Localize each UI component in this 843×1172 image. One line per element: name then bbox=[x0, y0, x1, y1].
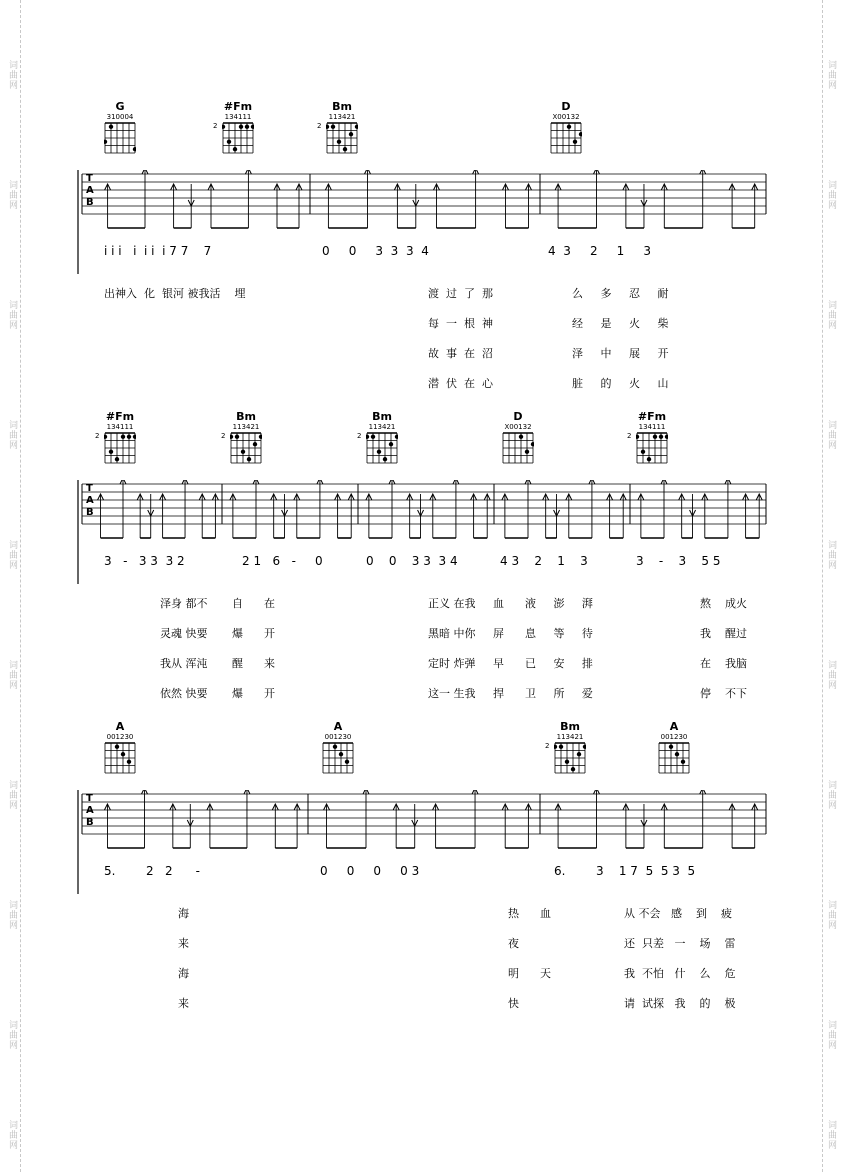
chord-name: A bbox=[669, 720, 679, 733]
chord-name: A bbox=[115, 720, 125, 733]
finger-dot bbox=[343, 147, 347, 151]
tab-clef-letter: T bbox=[86, 173, 93, 184]
finger-dot bbox=[133, 435, 136, 439]
tab-staff bbox=[0, 480, 843, 610]
finger-dot bbox=[247, 457, 251, 461]
chord-diagram bbox=[545, 720, 590, 774]
lyric-line: 灵魂 快要 爆 开 bbox=[160, 627, 275, 640]
chord-name: D bbox=[513, 410, 523, 423]
chord-name: D bbox=[561, 100, 571, 113]
finger-dot bbox=[227, 140, 231, 144]
chord-fingering: 310004 bbox=[106, 113, 134, 121]
lyric-line: 我从 浑沌 醒 来 bbox=[160, 657, 275, 670]
watermark-text: 词曲网 bbox=[7, 180, 17, 210]
chord-fingering: 113421 bbox=[328, 113, 356, 121]
lyric-line: 泽 中 展 开 bbox=[572, 347, 669, 360]
finger-dot bbox=[647, 457, 651, 461]
chord-diagram bbox=[627, 410, 672, 464]
lyric-line: 还 只差 一 场 雷 bbox=[624, 937, 736, 950]
chord-fingering: X00132 bbox=[552, 113, 580, 121]
chord-name: Bm bbox=[560, 720, 580, 733]
watermark-text: 词曲网 bbox=[7, 1020, 17, 1050]
tab-clef-letter: B bbox=[86, 507, 94, 518]
finger-dot bbox=[366, 435, 369, 439]
finger-dot bbox=[104, 140, 107, 144]
tab-staff bbox=[0, 790, 843, 920]
chord-fingering: 134111 bbox=[224, 113, 252, 121]
chord-diagram bbox=[318, 720, 358, 774]
finger-dot bbox=[675, 752, 679, 756]
jianpu-notes: 0 0 0 0 3 bbox=[320, 864, 420, 878]
finger-dot bbox=[222, 125, 225, 129]
chord-name: #Fm bbox=[637, 410, 667, 423]
lyric-line: 我 不怕 什 么 危 bbox=[624, 967, 736, 980]
jianpu-notes: 0 0 3 3 3 4 bbox=[322, 244, 429, 258]
lyric-line: 明 天 bbox=[508, 967, 551, 980]
jianpu-notes: 4 3 2 1 3 bbox=[500, 554, 588, 568]
watermark-text: 词曲网 bbox=[826, 420, 836, 450]
finger-dot bbox=[525, 450, 529, 454]
chord-diagram bbox=[546, 100, 586, 154]
lyric-line: 请 试探 我 的 极 bbox=[624, 997, 736, 1010]
finger-dot bbox=[573, 140, 577, 144]
finger-dot bbox=[104, 435, 107, 439]
lyric-line: 渡 过 了 那 bbox=[428, 287, 493, 300]
chord-fingering: 113421 bbox=[368, 423, 396, 431]
tab-clef-letter: B bbox=[86, 817, 94, 828]
finger-dot bbox=[115, 745, 119, 749]
lyric-line: 定时 炸弹 早 已 安 排 bbox=[428, 657, 593, 670]
chord-diagram bbox=[221, 410, 266, 464]
finger-dot bbox=[331, 125, 335, 129]
chord-fingering: 134111 bbox=[638, 423, 666, 431]
finger-dot bbox=[121, 435, 125, 439]
watermark-text: 词曲网 bbox=[826, 300, 836, 330]
chord-fingering: 001230 bbox=[324, 733, 352, 741]
lyric-line: 热 血 bbox=[508, 907, 551, 920]
chord-name: Bm bbox=[236, 410, 256, 423]
jianpu-notes: 6. 3 1 7 5 5 3 5 bbox=[554, 864, 696, 878]
finger-dot bbox=[127, 760, 131, 764]
lyric-line: 在 我脑 bbox=[700, 657, 747, 670]
lyric-line: 从 不会 感 到 疲 bbox=[624, 907, 732, 920]
jianpu-notes: 3 - 3 5 5 bbox=[636, 554, 721, 568]
tab-clef-letter: A bbox=[86, 185, 94, 196]
finger-dot bbox=[253, 442, 257, 446]
finger-dot bbox=[127, 435, 131, 439]
chord-grid bbox=[222, 122, 254, 154]
finger-dot bbox=[349, 132, 353, 136]
chord-grid bbox=[104, 122, 136, 154]
finger-dot bbox=[121, 752, 125, 756]
chord-diagram bbox=[100, 100, 140, 154]
lyric-line: 这一 生我 捍 卫 所 爱 bbox=[428, 687, 593, 700]
finger-dot bbox=[531, 442, 534, 446]
chord-grid bbox=[104, 432, 136, 464]
lyric-line: 脏 的 火 山 bbox=[572, 377, 669, 390]
finger-dot bbox=[333, 745, 337, 749]
lyric-line: 正义 在我 血 液 澎 湃 bbox=[428, 597, 593, 610]
finger-dot bbox=[395, 435, 398, 439]
chord-diagram bbox=[213, 100, 258, 154]
jianpu-notes: 0 0 3 3 3 4 bbox=[366, 554, 458, 568]
fret-number: 2 bbox=[357, 432, 362, 440]
finger-dot bbox=[579, 132, 582, 136]
finger-dot bbox=[371, 435, 375, 439]
tab-clef-letter: A bbox=[86, 495, 94, 506]
chord-grid bbox=[550, 122, 582, 154]
lyric-line: 故 事 在 沼 bbox=[428, 347, 493, 360]
finger-dot bbox=[133, 147, 136, 151]
chord-diagram bbox=[654, 720, 694, 774]
chord-grid bbox=[104, 742, 136, 774]
finger-dot bbox=[241, 450, 245, 454]
lyric-line: 依然 快要 爆 开 bbox=[160, 687, 275, 700]
fret-number: 2 bbox=[317, 122, 322, 130]
chord-name: A bbox=[333, 720, 343, 733]
tab-staff bbox=[0, 170, 843, 300]
finger-dot bbox=[337, 140, 341, 144]
chord-grid bbox=[322, 742, 354, 774]
chord-fingering: X00132 bbox=[504, 423, 532, 431]
fret-number: 2 bbox=[213, 122, 218, 130]
watermark-text: 词曲网 bbox=[826, 780, 836, 810]
chord-name: #Fm bbox=[105, 410, 135, 423]
finger-dot bbox=[239, 125, 243, 129]
fret-number: 2 bbox=[95, 432, 100, 440]
lyric-line: 出神入 化 银河 被我活 埋 bbox=[104, 287, 246, 300]
lyric-line: 来 bbox=[178, 937, 189, 950]
finger-dot bbox=[571, 767, 575, 771]
finger-dot bbox=[326, 125, 329, 129]
watermark-text: 词曲网 bbox=[826, 60, 836, 90]
watermark-text: 词曲网 bbox=[826, 540, 836, 570]
watermark-text: 词曲网 bbox=[7, 540, 17, 570]
chord-name: Bm bbox=[332, 100, 352, 113]
finger-dot bbox=[653, 435, 657, 439]
chord-fingering: 001230 bbox=[660, 733, 688, 741]
chord-fingering: 113421 bbox=[556, 733, 584, 741]
finger-dot bbox=[109, 450, 113, 454]
lyric-line: 海 bbox=[178, 967, 189, 980]
chord-grid bbox=[230, 432, 262, 464]
lyric-line: 么 多 忍 耐 bbox=[572, 287, 669, 300]
chord-diagram bbox=[498, 410, 538, 464]
finger-dot bbox=[377, 450, 381, 454]
watermark-text: 词曲网 bbox=[7, 1120, 17, 1150]
watermark-text: 词曲网 bbox=[7, 300, 17, 330]
jianpu-notes: i i i i i i i 7 7 7 bbox=[104, 244, 212, 258]
finger-dot bbox=[559, 745, 563, 749]
fret-number: 2 bbox=[221, 432, 226, 440]
finger-dot bbox=[339, 752, 343, 756]
fret-number: 2 bbox=[627, 432, 632, 440]
lyric-line: 每 一 根 神 bbox=[428, 317, 493, 330]
finger-dot bbox=[115, 457, 119, 461]
finger-dot bbox=[389, 442, 393, 446]
finger-dot bbox=[681, 760, 685, 764]
finger-dot bbox=[554, 745, 557, 749]
chord-grid bbox=[636, 432, 668, 464]
jianpu-notes: 4 3 2 1 3 bbox=[548, 244, 652, 258]
finger-dot bbox=[235, 435, 239, 439]
watermark-text: 词曲网 bbox=[7, 420, 17, 450]
lyric-line: 夜 bbox=[508, 937, 519, 950]
watermark-text: 词曲网 bbox=[7, 780, 17, 810]
lyric-line: 海 bbox=[178, 907, 189, 920]
lyric-line: 来 bbox=[178, 997, 189, 1010]
finger-dot bbox=[109, 125, 113, 129]
jianpu-notes: 3 - 3 3 3 2 bbox=[104, 554, 185, 568]
finger-dot bbox=[659, 435, 663, 439]
finger-dot bbox=[567, 125, 571, 129]
finger-dot bbox=[345, 760, 349, 764]
finger-dot bbox=[230, 435, 233, 439]
chord-fingering: 113421 bbox=[232, 423, 260, 431]
lyric-line: 熬 成火 bbox=[700, 597, 747, 610]
chord-diagram bbox=[100, 720, 140, 774]
jianpu-notes: 2 1 6 - 0 bbox=[242, 554, 323, 568]
finger-dot bbox=[669, 745, 673, 749]
chord-grid bbox=[326, 122, 358, 154]
watermark-text: 词曲网 bbox=[826, 900, 836, 930]
chord-diagram bbox=[357, 410, 402, 464]
finger-dot bbox=[233, 147, 237, 151]
finger-dot bbox=[519, 435, 523, 439]
watermark-text: 词曲网 bbox=[826, 180, 836, 210]
finger-dot bbox=[245, 125, 249, 129]
tab-clef-letter: T bbox=[86, 793, 93, 804]
watermark-text: 词曲网 bbox=[826, 1020, 836, 1050]
finger-dot bbox=[259, 435, 262, 439]
finger-dot bbox=[355, 125, 358, 129]
chord-fingering: 134111 bbox=[106, 423, 134, 431]
chord-grid bbox=[658, 742, 690, 774]
chord-name: Bm bbox=[372, 410, 392, 423]
lyric-line: 黑暗 中你 屏 息 等 待 bbox=[428, 627, 593, 640]
tab-clef-letter: B bbox=[86, 197, 94, 208]
lyric-line: 潜 伏 在 心 bbox=[428, 377, 493, 390]
tab-clef-letter: T bbox=[86, 483, 93, 494]
watermark-text: 词曲网 bbox=[7, 60, 17, 90]
tab-clef-letter: A bbox=[86, 805, 94, 816]
finger-dot bbox=[577, 752, 581, 756]
chord-grid bbox=[502, 432, 534, 464]
watermark-text: 词曲网 bbox=[7, 660, 17, 690]
finger-dot bbox=[583, 745, 586, 749]
finger-dot bbox=[251, 125, 254, 129]
finger-dot bbox=[565, 760, 569, 764]
chord-name: G bbox=[115, 100, 125, 113]
lyric-line: 泽身 都不 自 在 bbox=[160, 597, 275, 610]
watermark-text: 词曲网 bbox=[826, 1120, 836, 1150]
finger-dot bbox=[641, 450, 645, 454]
watermark-text: 词曲网 bbox=[826, 660, 836, 690]
lyric-line: 经 是 火 柴 bbox=[572, 317, 669, 330]
fret-number: 2 bbox=[545, 742, 550, 750]
chord-fingering: 001230 bbox=[106, 733, 134, 741]
finger-dot bbox=[383, 457, 387, 461]
finger-dot bbox=[665, 435, 668, 439]
jianpu-notes: 5. 2 2 - bbox=[104, 864, 200, 878]
chord-name: #Fm bbox=[223, 100, 253, 113]
chord-diagram bbox=[95, 410, 140, 464]
chord-grid bbox=[554, 742, 586, 774]
finger-dot bbox=[636, 435, 639, 439]
chord-diagram bbox=[317, 100, 362, 154]
lyric-line: 快 bbox=[508, 997, 519, 1010]
lyric-line: 停 不下 bbox=[700, 687, 747, 700]
chord-grid bbox=[366, 432, 398, 464]
lyric-line: 我 醒过 bbox=[700, 627, 747, 640]
watermark-text: 词曲网 bbox=[7, 900, 17, 930]
